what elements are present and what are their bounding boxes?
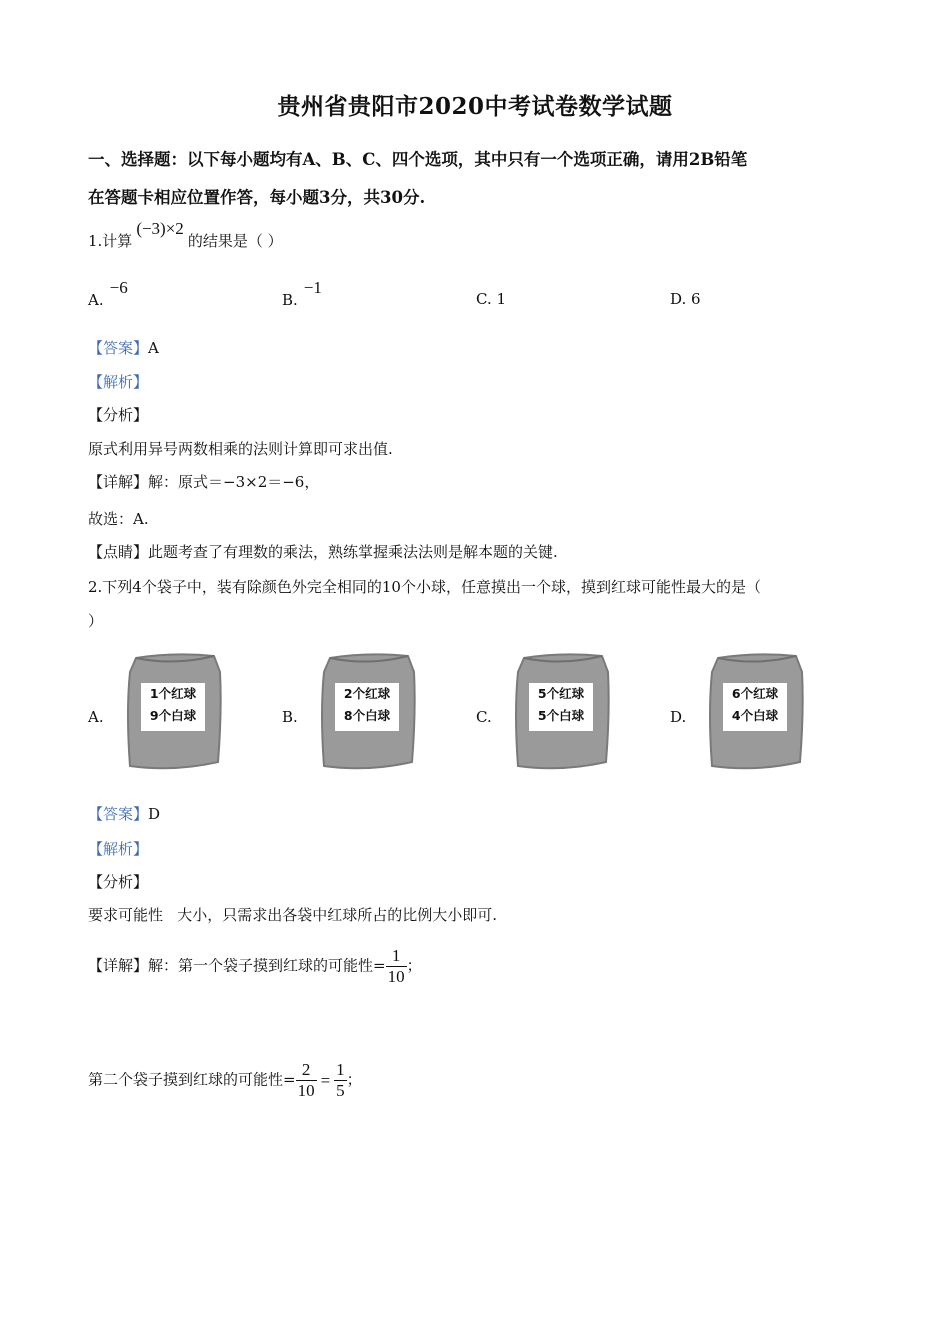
q1-detail-tag: 【详解】 — [88, 473, 149, 491]
bag-a-white: 9个白球 — [149, 708, 197, 723]
q1-suffix: 的结果是（ ） — [187, 232, 283, 250]
q2-answer-tag: 【答案】 — [88, 805, 149, 823]
q2-fenxi-text: 要求可能性 大小，只需求出各袋中红球所占的比例大小即可. — [88, 906, 498, 924]
q1-option-c-letter: C. — [476, 290, 492, 308]
q2-detail-text: 解：第一个袋子摸到红球的可能性= — [148, 956, 386, 975]
q1-detail — [88, 471, 319, 492]
q2-option-a-letter: A. — [88, 708, 104, 726]
q1-option-a-value: −6 — [109, 278, 128, 297]
bag-image-c — [512, 652, 612, 772]
semicolon: ； — [406, 956, 422, 975]
q2-detail — [88, 946, 422, 987]
equals-sign: = — [320, 1070, 331, 1090]
bag-d-white: 4个白球 — [731, 708, 779, 723]
q1-option-d-value: 6 — [691, 290, 701, 308]
q1-comment-text: 此题考查了有理数的乘法，熟练掌握乘法法则是解本题的关键. — [148, 543, 558, 561]
q2-analysis-tag: 【解析】 — [88, 840, 149, 858]
q1-option-c — [476, 290, 506, 308]
q2-detail-tag: 【详解】 — [88, 956, 149, 975]
bag-image-b — [318, 652, 418, 772]
q2-answer-value: D — [148, 805, 161, 823]
q1-prefix: 1.计算 — [88, 232, 133, 250]
q1-answer — [88, 337, 159, 358]
q1-detail-text: 解：原式＝−3×2＝−6， — [148, 473, 320, 491]
q1-stem — [88, 219, 283, 251]
q1-expression: (−3)×2 — [136, 219, 184, 238]
q1-option-a-letter: A. — [88, 291, 104, 309]
q2-option-b-letter: B. — [282, 708, 298, 726]
semicolon: ； — [346, 1070, 362, 1089]
q1-comment — [88, 541, 558, 562]
fraction-numerator: 1 — [391, 946, 401, 965]
fraction-denominator: 10 — [297, 1081, 315, 1100]
q1-comment-tag: 【点睛】 — [88, 543, 149, 561]
q1-option-b-value: −1 — [303, 278, 322, 297]
fraction-1-5 — [334, 1060, 347, 1101]
fraction-1-10 — [386, 946, 407, 987]
bag-label-d — [722, 682, 788, 732]
bag-b-white: 8个白球 — [343, 708, 391, 723]
q2-option-c-letter: C. — [476, 708, 492, 726]
q1-option-c-value: 1 — [496, 290, 507, 308]
bag-b-red: 2个红球 — [343, 686, 391, 701]
q2-fenxi-tag: 【分析】 — [88, 873, 149, 891]
fraction-denominator: 5 — [336, 1081, 345, 1100]
q1-answer-tag: 【答案】 — [88, 339, 149, 357]
bag-a-red: 1个红球 — [149, 686, 197, 701]
fraction-numerator: 2 — [301, 1060, 311, 1079]
q2-option-d-letter: D. — [670, 708, 687, 726]
section-heading-line1: 一、选择题：以下每小题均有A、B、C、四个选项，其中只有一个选项正确，请用2B铅笔 — [88, 150, 748, 169]
q2-stem-line1: 2.下列4个袋子中，装有除颜色外完全相同的10个小球，任意摸出一个球，摸到红球可能性最大的是（ — [88, 578, 761, 596]
q1-choose: 故选：A. — [88, 510, 149, 528]
q2-second-bag — [88, 1060, 362, 1101]
q1-analysis-tag: 【解析】 — [88, 373, 149, 391]
q1-option-a — [88, 278, 128, 310]
bag-label-b — [334, 682, 400, 732]
fraction-2-10 — [296, 1060, 317, 1101]
bag-c-red: 5个红球 — [537, 686, 585, 701]
page-title: 贵州省贵阳市2020中考试卷数学试题 — [277, 93, 673, 120]
q1-option-b — [282, 278, 322, 310]
q1-option-b-letter: B. — [282, 291, 298, 309]
bag-c-white: 5个白球 — [537, 708, 585, 723]
q1-option-d-letter: D. — [670, 290, 687, 308]
q2-second-text: 第二个袋子摸到红球的可能性= — [88, 1070, 296, 1089]
bag-image-a — [124, 652, 224, 772]
section-heading-line2: 在答题卡相应位置作答，每小题3分，共30分. — [88, 188, 426, 207]
q1-fenxi-tag: 【分析】 — [88, 406, 149, 424]
fraction-denominator: 10 — [387, 967, 405, 986]
q1-fenxi-text: 原式利用异号两数相乘的法则计算即可求出值. — [88, 440, 393, 458]
q1-option-d — [670, 290, 701, 308]
bag-image-d — [706, 652, 806, 772]
q1-answer-value: A — [148, 339, 159, 357]
bag-label-a — [140, 682, 206, 732]
bag-label-c — [528, 682, 594, 732]
q2-stem-line2: ） — [88, 612, 104, 630]
q2-answer — [88, 803, 160, 824]
bag-d-red: 6个红球 — [731, 686, 779, 701]
fraction-numerator: 1 — [336, 1060, 345, 1079]
